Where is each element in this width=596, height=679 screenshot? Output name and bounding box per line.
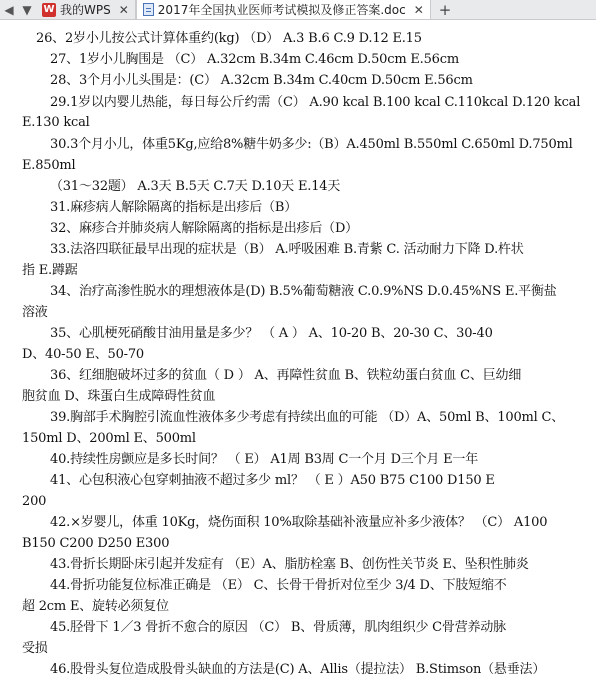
document-line: 28、3个月小儿头围是：(C） A.32cm B.34m C.40cm D.50cm E.56cm	[50, 73, 473, 88]
close-icon[interactable]: ✕	[413, 2, 424, 17]
tab-my-wps[interactable]	[36, 0, 136, 19]
document-line: 46.股骨头复位造成股骨头缺血的方法是(C) A、Allis（提拉法） B.Stimson（悬垂法）	[50, 662, 546, 677]
new-tab-plus-icon[interactable]: +	[438, 0, 452, 19]
document-line: 40.持续性房颤应是多长时间？ （ E） A1周 B3周 C一个月 D三个月 E一年	[50, 452, 479, 467]
document-line: 胞贫血 D、珠蛋白生成障碍性贫血	[22, 389, 216, 404]
document-line: 超 2cm E、旋转必须复位	[22, 599, 169, 614]
document-line: 33.法洛四联征最早出现的症状是（B） A.呼吸困难 B.青紫 C. 活动耐力下降 D.杵状	[50, 242, 524, 257]
back-arrow-icon[interactable]: ◀	[4, 2, 14, 17]
document-line: 200	[22, 494, 47, 509]
document-line: 受损	[22, 641, 48, 656]
document-line: 41、心包积液心包穿刺抽液不超过多少 ml？ （ E ）A50 B75 C100 D150 E	[50, 473, 495, 488]
document-line: 32、麻疹合并肺炎病人解除隔离的指标是出疹后（D）	[50, 221, 358, 236]
document-line: 44.骨折功能复位标准正确是 （E） C、长骨干骨折对位至少 3/4 D、下肢短缩不	[50, 578, 507, 593]
document-line: 36、红细胞破坏过多的贫血（ D ） A、再障性贫血 B、铁粒幼蛋白贫血 C、巨幼细	[50, 368, 522, 383]
document-line: 指 E.蹲踞	[22, 263, 78, 278]
document-line: D、40-50 E、50-70	[22, 347, 144, 362]
document-line: （31～32题） A.3天 B.5天 C.7天 D.10天 E.14天	[50, 179, 341, 194]
document-line: 42.×岁婴儿，体重 10Kg，烧伤面积 10%取除基础补液量应补多少液体？ （C） A100	[50, 515, 548, 530]
tab-document-label: 2017年全国执业医师考试模拟及修正答案.doc	[157, 3, 406, 17]
document-line: E.850ml	[22, 158, 76, 173]
document-line: 34、治疗高渗性脱水的理想液体是(D) B.5%葡萄糖液 C.0.9%NS D.0.45%NS E.平衡盐	[50, 284, 557, 299]
document-line: 29.1岁以内婴儿热能，每日每公斤约需（C） A.90 kcal B.100 kcal C.110kcal D.120 kcal	[50, 95, 581, 110]
document-icon	[143, 3, 154, 16]
document-line: 31.麻疹病人解除隔离的指标是出疹后（B）	[50, 200, 298, 215]
document-line: 35、心肌梗死硝酸甘油用量是多少？ （ A ） A、10-20 B、20-30 C、30-40	[50, 326, 493, 341]
wps-logo-icon: W	[43, 4, 55, 15]
tab-bar	[0, 0, 596, 20]
document-line: 150ml D、200ml E、500ml	[22, 431, 196, 446]
tab-my-wps-label: 我的WPS	[60, 3, 111, 17]
document-line: 45.胫骨下 1／3 骨折不愈合的原因 （C） B、骨质薄，肌肉组织少 C骨营养动脉	[50, 620, 506, 635]
document-page[interactable]	[0, 20, 596, 675]
tab-document[interactable]	[136, 0, 431, 19]
document-line: 43.骨折长期卧床引起并发症有 （E）A、脂肪栓塞 B、创伤性关节炎 E、坠积性肺炎	[50, 557, 529, 572]
document-line: 26、2岁小儿按公式计算体重约(kg) （D） A.3 B.6 C.9 D.12 E.15	[36, 31, 422, 46]
document-line: E.130 kcal	[22, 115, 90, 130]
document-line: 39.胸部手术胸腔引流血性液体多少考虑有持续出血的可能 （D）A、50ml B、100ml C、	[50, 410, 565, 425]
document-line: 30.3个月小儿，体重5Kg,应给8%糖牛奶多少:（B）A.450ml B.550ml C.650ml D.750ml	[50, 137, 573, 152]
close-icon[interactable]: ✕	[118, 2, 129, 17]
document-line: 溶液	[22, 305, 48, 320]
forward-arrow-icon[interactable]: ▼	[22, 2, 32, 17]
document-line: B150 C200 D250 E300	[22, 536, 170, 551]
document-line: 27、1岁小儿胸围是 （C） A.32cm B.34m C.46cm D.50cm E.56cm	[50, 52, 459, 67]
